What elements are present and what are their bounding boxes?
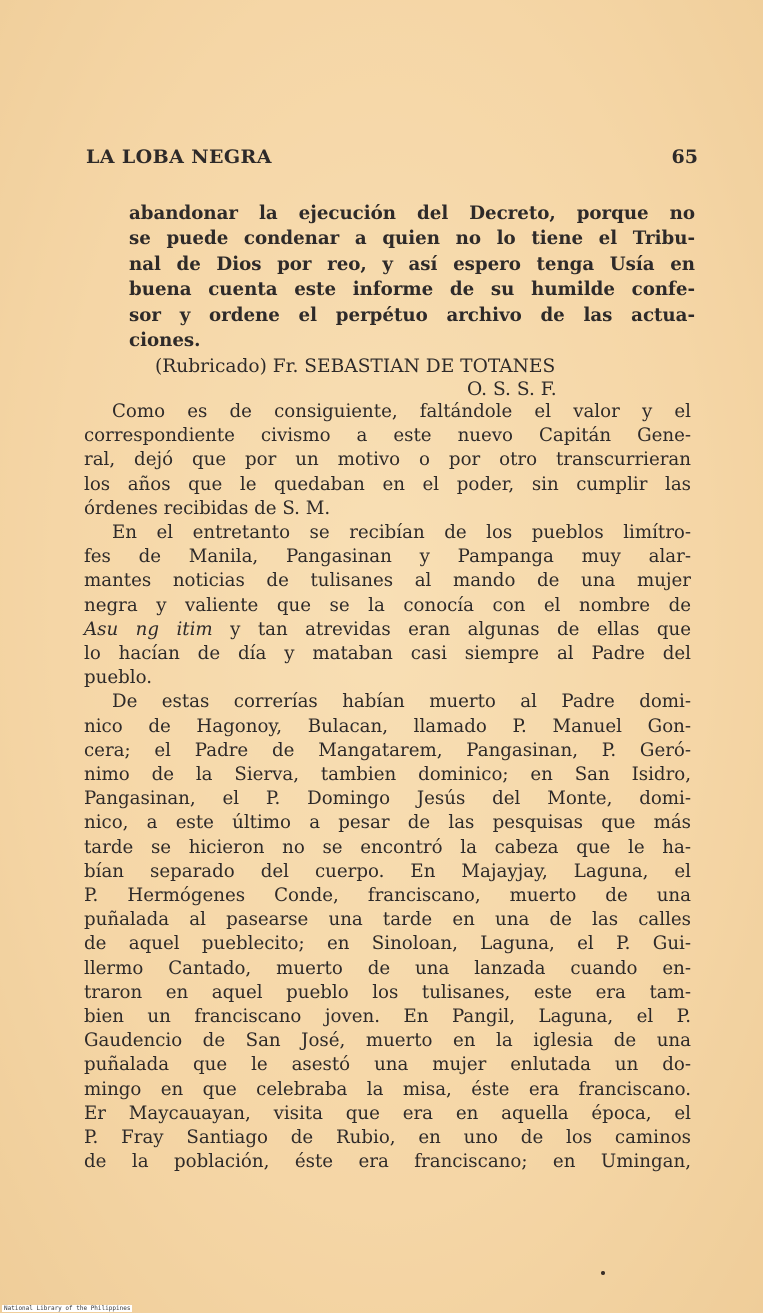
text-line: Gaudencio de San José, muerto en la iglesia de una [84, 1030, 691, 1052]
body-text [84, 400, 691, 1175]
text-line: pueblo. [84, 667, 152, 689]
text-line: Como es de consiguiente, faltándole el valor y el [112, 401, 691, 422]
text-line: se puede condenar a quien no lo tiene el Tribu- [129, 228, 695, 250]
continuation-paragraph [129, 201, 695, 353]
text-line: abandonar la ejecución del Decreto, porque no [129, 203, 695, 224]
text-line: nico, a este último a pesar de las pesquisas que más [84, 812, 691, 834]
text-line: negra y valiente que se la conocía con el nombre de [84, 594, 691, 616]
text-line: tarde se hicieron no se encontró la cabeza que le ha- [84, 836, 691, 858]
text-line: llermo Cantado, muerto de una lanzada cuando en- [84, 957, 691, 979]
text-line: De estas correrías habían muerto al Padre domi- [112, 691, 691, 713]
signature-line: (Rubricado) Fr. SEBASTIAN DE TOTANES [155, 356, 556, 377]
text-line: Pangasinan, el P. Domingo Jesús del Monte, domi- [84, 788, 691, 810]
text-line: P. Fray Santiago de Rubio, en uno de los caminos [84, 1127, 691, 1149]
text-line: ciones. [129, 330, 201, 352]
text-line: P. Hermógenes Conde, franciscano, muerto de una [84, 885, 691, 907]
text-line: lo hacían de día y mataban casi siempre al Padre del [84, 643, 691, 665]
text-line: buena cuenta este informe de su humilde confe- [129, 279, 695, 301]
text-line: puñalada al pasearse una tarde en una de las calles [84, 909, 691, 931]
text-line: de aquel pueblecito; en Sinoloan, Laguna, el P. Gui- [84, 933, 691, 955]
running-title: LA LOBA NEGRA [86, 146, 272, 168]
page-header [86, 146, 698, 176]
text-line: puñalada que le asestó una mujer enlutada un do- [84, 1054, 691, 1076]
text-line: sor y ordene el perpétuo archivo de las actua- [129, 304, 695, 326]
text-line [84, 618, 691, 642]
text-line: nico de Hagonoy, Bulacan, llamado P. Manuel Gon- [84, 715, 691, 737]
text-line: correspondiente civismo a este nuevo Capitán Gene- [84, 425, 691, 447]
text-line: bían separado del cuerpo. En Majayjay, Laguna, el [84, 860, 691, 882]
footer-credit: National Library of the Philippines [4, 1305, 131, 1312]
italic-term: Asu ng itim [84, 618, 213, 640]
text-line: cera; el Padre de Mangatarem, Pangasinan, P. Geró- [84, 739, 691, 761]
text-fragment: y tan atrevidas eran algunas de ellas que [212, 618, 691, 640]
text-line: nimo de la Sierva, tambien dominico; en San Isidro, [84, 764, 691, 786]
signature-order: O. S. S. F. [467, 379, 557, 400]
paper-speck [601, 1271, 605, 1275]
text-line: de la población, éste era franciscano; en Umingan, [84, 1151, 691, 1173]
text-line: mantes noticias de tulisanes al mando de una mujer [84, 570, 691, 592]
text-line: los años que le quedaban en el poder, sin cumplir las [84, 473, 691, 495]
text-line: bien un franciscano joven. En Pangil, Laguna, el P. [84, 1006, 691, 1028]
text-line: nal de Dios por reo, y así espero tenga Usía en [129, 253, 695, 275]
page-number: 65 [671, 146, 698, 168]
text-line: fes de Manila, Pangasinan y Pampanga muy alar- [84, 546, 691, 568]
text-line: En el entretanto se recibían de los pueblos limítro- [112, 522, 691, 544]
text-line: traron en aquel pueblo los tulisanes, este era tam- [84, 981, 691, 1003]
text-line: ral, dejó que por un motivo o por otro transcurrieran [84, 449, 691, 471]
text-line: mingo en que celebraba la misa, éste era franciscano. [84, 1078, 691, 1100]
text-line: órdenes recibidas de S. M. [84, 497, 331, 519]
text-line: Er Maycauayan, visita que era en aquella época, el [84, 1102, 691, 1124]
